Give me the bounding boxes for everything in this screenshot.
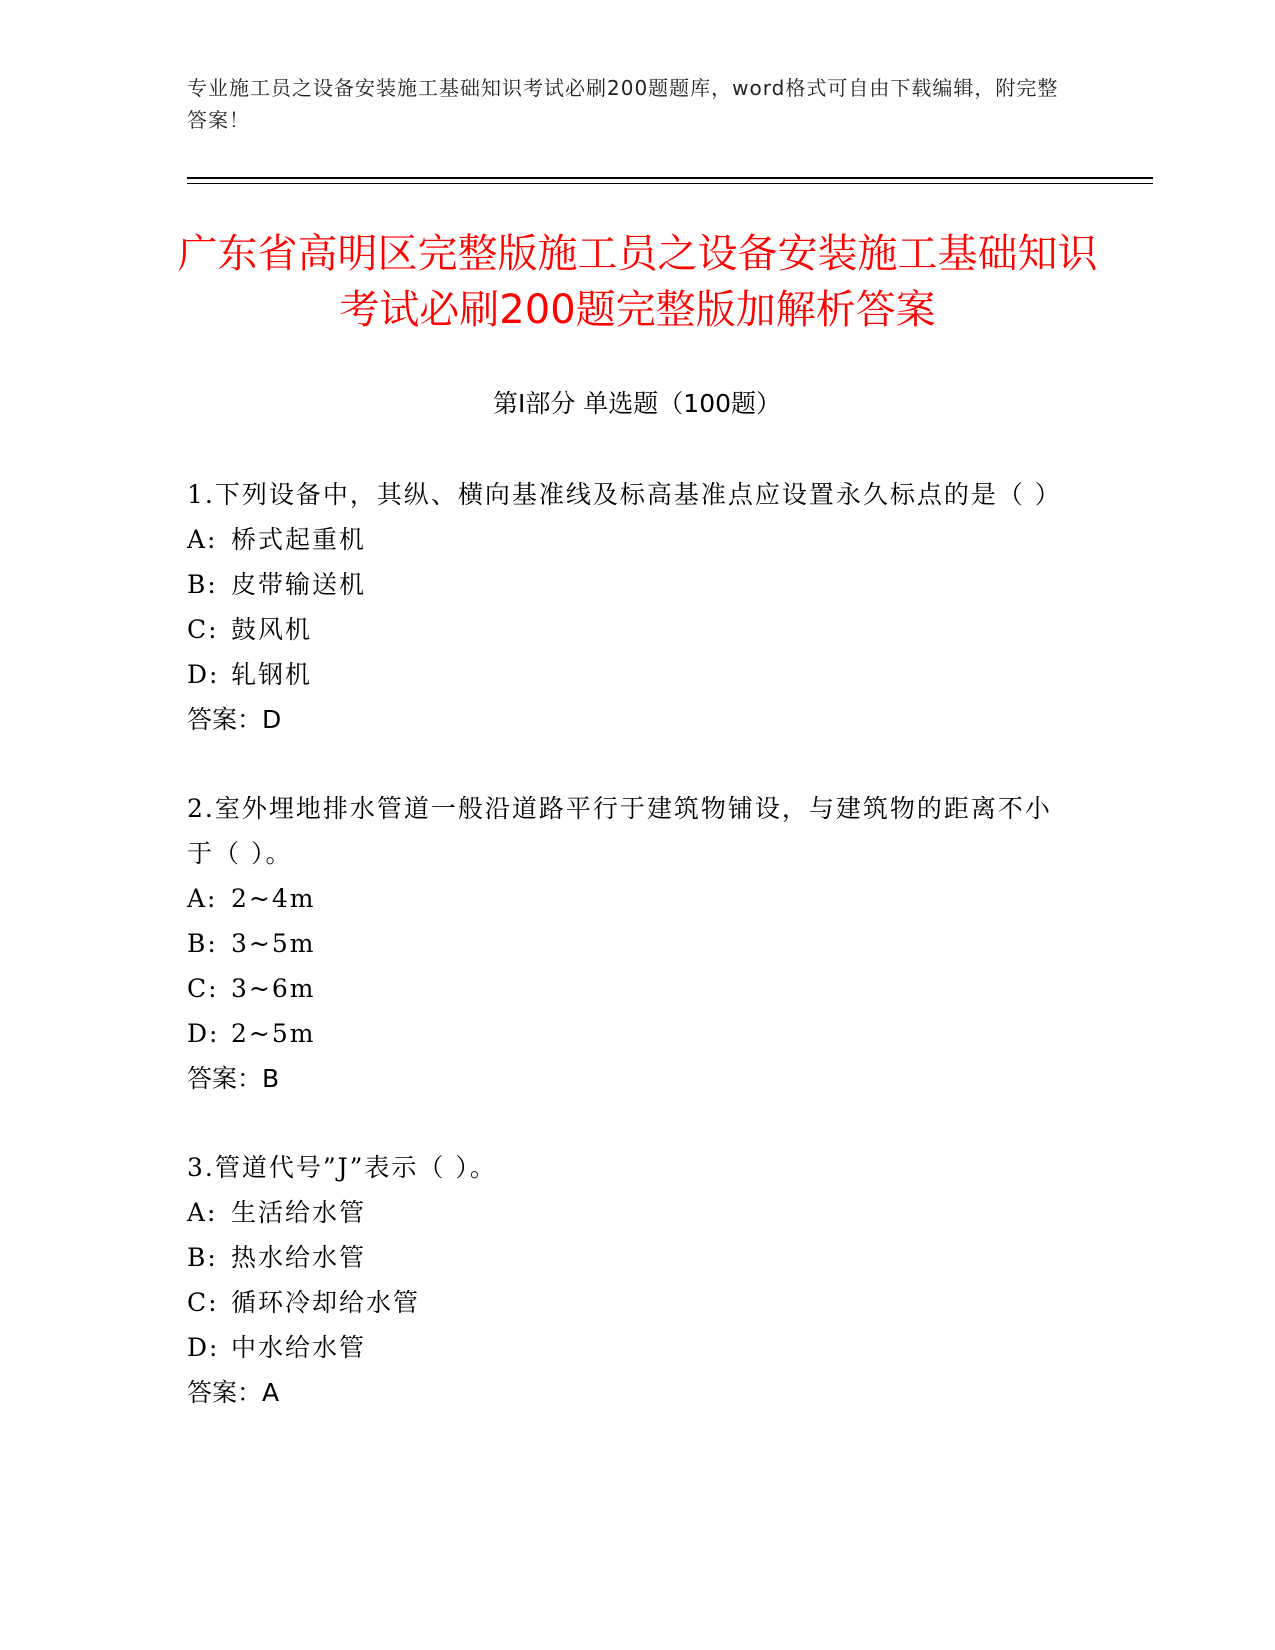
option-letter: A: [187,884,218,913]
option-a [187,517,1067,562]
option-c [187,1280,1067,1325]
option-c [187,607,1067,652]
option-letter: B: [187,570,218,599]
option-letter: C: [187,1288,219,1317]
option-d [187,1325,1067,1370]
option-letter: A: [187,1198,218,1227]
question-list [187,472,1067,1459]
option-text: 中水给水管 [231,1333,367,1362]
option-letter: A: [187,525,218,554]
option-text: 2~4m [231,884,316,913]
question-stem: 3.管道代号”J”表示（ ）。 [187,1153,497,1182]
option-text: 循环冷却给水管 [231,1288,421,1317]
option-letter: B: [187,929,218,958]
option-letter: D: [187,1333,220,1362]
option-b [187,921,1067,966]
option-text: 热水给水管 [231,1243,367,1272]
option-text: 2~5m [231,1019,316,1048]
header-rule-thick [187,177,1153,179]
option-text: 3~6m [231,974,316,1003]
option-text: 轧钢机 [231,660,313,689]
option-text: 鼓风机 [231,615,313,644]
option-a [187,1190,1067,1235]
option-letter: C: [187,974,219,1003]
header-rule-thin [187,183,1153,184]
question-1 [187,472,1067,742]
document-title: 广东省高明区完整版施工员之设备安装施工基础知识考试必刷200题完整版加解析答案 [177,231,1098,333]
question-stem: 1.下列设备中，其纵、横向基准线及标高基准点应设置永久标点的是（ ） [187,480,1062,509]
option-a [187,876,1067,921]
option-letter: C: [187,615,219,644]
option-b [187,1235,1067,1280]
section-title: 第I部分 单选题（100题） [492,389,782,418]
option-text: 桥式起重机 [231,525,367,554]
option-d [187,1011,1067,1056]
option-text: 皮带输送机 [231,570,367,599]
question-stem: 2.室外埋地排水管道一般沿道路平行于建筑物铺设，与建筑物的距离不小于（ ）。 [187,794,1052,868]
option-letter: D: [187,1019,220,1048]
option-b [187,562,1067,607]
option-text: 3~5m [231,929,316,958]
answer: 答案：D [187,705,282,734]
option-letter: B: [187,1243,218,1272]
option-letter: D: [187,660,220,689]
option-d [187,652,1067,697]
option-text: 生活给水管 [231,1198,367,1227]
question-3 [187,1145,1067,1415]
header-note: 专业施工员之设备安装施工基础知识考试必刷200题题库，word格式可自由下载编辑，附完整答案！ [187,76,1059,132]
question-2 [187,786,1067,1101]
option-c [187,966,1067,1011]
answer: 答案：B [187,1064,280,1093]
answer: 答案：A [187,1378,280,1407]
